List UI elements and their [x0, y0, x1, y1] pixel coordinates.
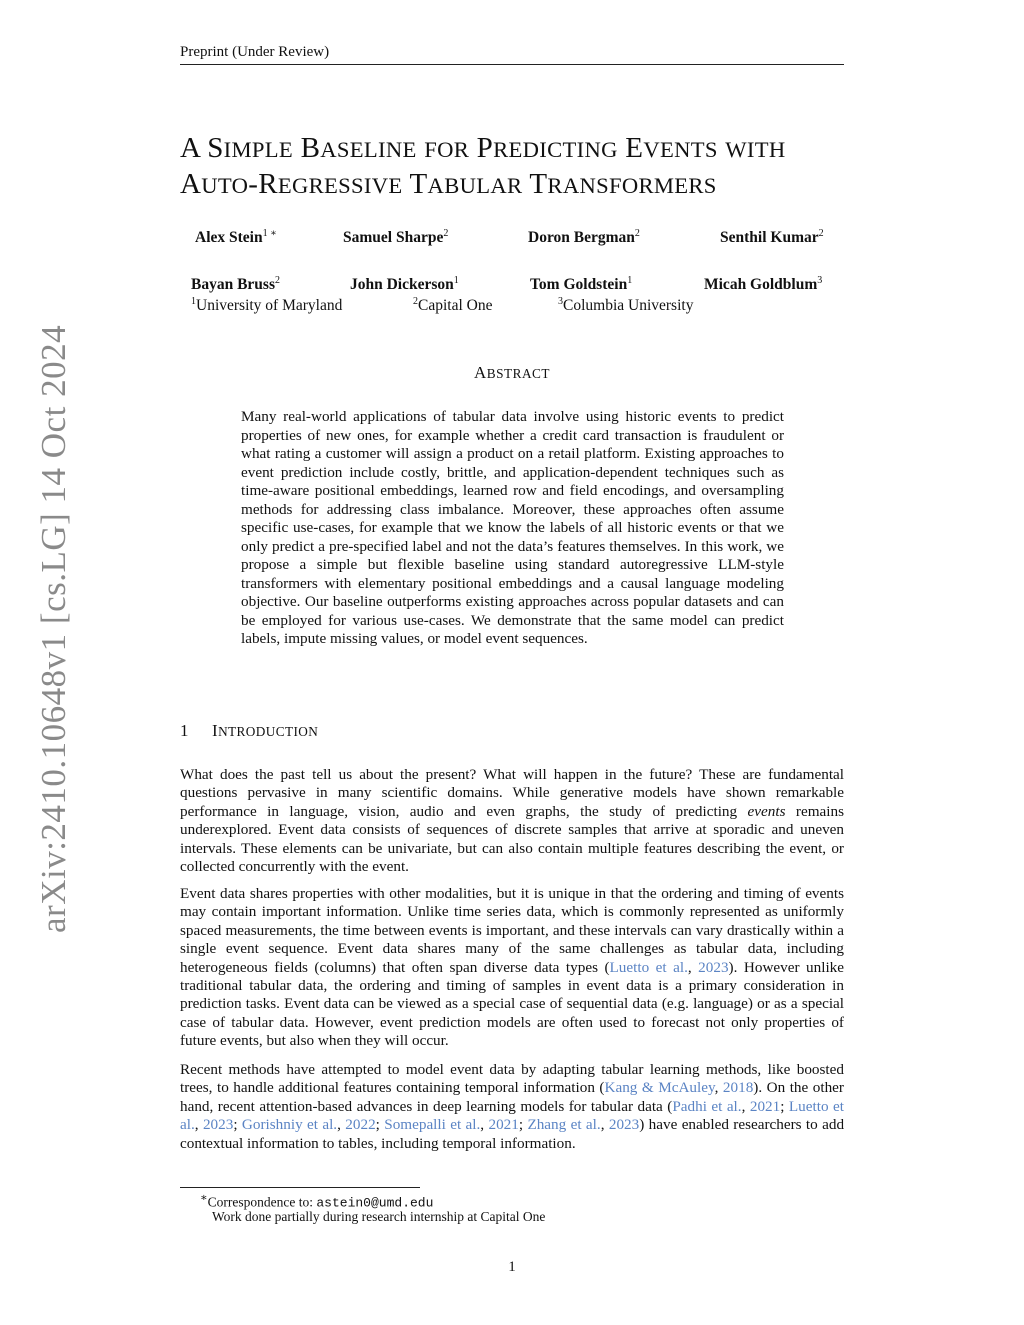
citation-link[interactable]: Gorishniy et al.	[241, 1116, 338, 1134]
footnote-correspondence: ∗Correspondence to: astein0@umd.edu	[200, 1192, 434, 1211]
citation-year-link[interactable]: 2021	[749, 1097, 781, 1115]
title-line-2: AUTO-REGRESSIVE TABULAR TRANSFORMERS	[180, 168, 717, 200]
citation-link[interactable]: Somepalli et al.	[384, 1116, 481, 1134]
author-name: Tom Goldstein$^1$	[530, 275, 633, 294]
author-name: Bayan Bruss$^2$	[191, 275, 280, 294]
author-name: John Dickerson$^1$	[350, 275, 459, 294]
citation-year-link[interactable]: 2023	[202, 1116, 234, 1134]
citation-year-link[interactable]: 2018	[722, 1079, 754, 1097]
citation-link[interactable]: Kang & McAuley	[604, 1079, 715, 1097]
citation-year-link[interactable]: 2023	[608, 1116, 640, 1134]
author-name: Samuel Sharpe$^2$	[343, 228, 449, 247]
email-link[interactable]: astein0@umd.edu	[316, 1195, 434, 1211]
intro-paragraph-2: Event data shares properties with other modalities, but it is unique in that the ordering and timing of events may contain important information. Unlike time series data, which is commonly represented as uniformly spaced measurements, the time between events is important, and these intervals can vary drastically within a single event sequence. Event data shares many of the same challenges as tabular data, including heterogeneous fields (columns) that often span diverse data types (Luetto et al., 2023). However unlike traditional tabular data, the ordering and timing of samples in event data is a primary consideration in prediction tasks. Event data can be viewed as a special case of sequential data (e.g. language) or as a special case of tabular data. However, event prediction models are often used to forecast not only properties of future events, but also when they will occur.	[180, 885, 845, 1050]
intro-paragraph-1: What does the past tell us about the present? What will happen in the future? These are fundamental questions pervasive in many scientific domains. While generative models have shown remarkable performance in language, vision, audio and even graphs, the study of predicting events remains underexplored. Event data consists of sequences of discrete samples that arrive at sporadic and uneven intervals. These elements can be univariate, but can also contain multiple features describing the event, or collected concurrently with the event.	[180, 766, 845, 876]
affiliation: $^2$Capital One	[413, 296, 493, 315]
author-name: Doron Bergman$^2$	[528, 228, 640, 247]
author-name: Alex Stein$^{1 ∗}$	[195, 228, 277, 247]
affiliation: $^3$Columbia University	[558, 296, 694, 315]
citation-link[interactable]: Luetto et al.	[180, 1097, 844, 1134]
footnote-rule	[180, 1187, 420, 1188]
title-line-1: A SIMPLE BASELINE FOR PREDICTING EVENTS WITH	[180, 132, 786, 164]
author-name: Micah Goldblum$^3$	[704, 275, 823, 294]
page-number: 1	[508, 1259, 516, 1275]
running-head: Preprint (Under Review)	[180, 44, 330, 60]
arxiv-stamp: arXiv:2410.10648v1 [cs.LG] 14 Oct 2024	[34, 324, 73, 933]
citation-link[interactable]: Zhang et al.	[527, 1116, 601, 1134]
author-name: Senthil Kumar$^2$	[720, 228, 824, 247]
abstract-heading: ABSTRACT	[474, 363, 550, 382]
intro-paragraph-3: Recent methods have attempted to model event data by adapting tabular learning methods, like boosted trees, to handle additional features containing temporal information (Kang & McAuley, 2018). On the other hand, recent attention-based advances in deep learning models for tabular data (Padhi et al., 2021; Luetto et al., 2023; Gorishniy et al., 2022; Somepalli et al., 2021; Zhang et al., 2023) have enabled researchers to add contextual information to tables, including temporal information.	[180, 1061, 845, 1152]
citation-link[interactable]: Padhi et al.	[672, 1097, 742, 1115]
citation-year-link[interactable]: 2022	[345, 1116, 376, 1134]
affiliation: $^1$University of Maryland	[191, 296, 343, 315]
section-heading: 1 INTRODUCTION	[180, 721, 319, 740]
header-rule	[180, 64, 844, 65]
citation-link[interactable]: Luetto et al.	[609, 958, 688, 976]
citation-year-link[interactable]: 2023	[698, 958, 729, 976]
abstract-body: Many real-world applications of tabular data involve using historic events to predict properties of new ones, for example whether a credit card transaction is fraudulent or what rating a customer will assign a product on a retail platform. Existing approaches to event prediction include costly, brittle, and application-dependent techniques such as time-aware positional embeddings, learned row and field encodings, and oversampling methods for addressing class imbalance. Moreover, these approaches often assume specific use-cases, for example that we know the labels of all historic events or that we only predict a pre-specified label and not the data’s features themselves. In this work, we propose a simple but flexible baseline using standard autoregressive LLM-style transformers with elementary positional embeddings and a causal language modeling objective. Our baseline outperforms existing approaches across popular datasets and can be employed for various use-cases. We demonstrate that the same model can predict labels, impute missing values, or model event sequences.	[241, 408, 784, 647]
footnote-internship: Work done partially during research internship at Capital One	[212, 1209, 546, 1224]
citation-year-link[interactable]: 2021	[488, 1116, 519, 1134]
paper-title	[180, 131, 860, 203]
